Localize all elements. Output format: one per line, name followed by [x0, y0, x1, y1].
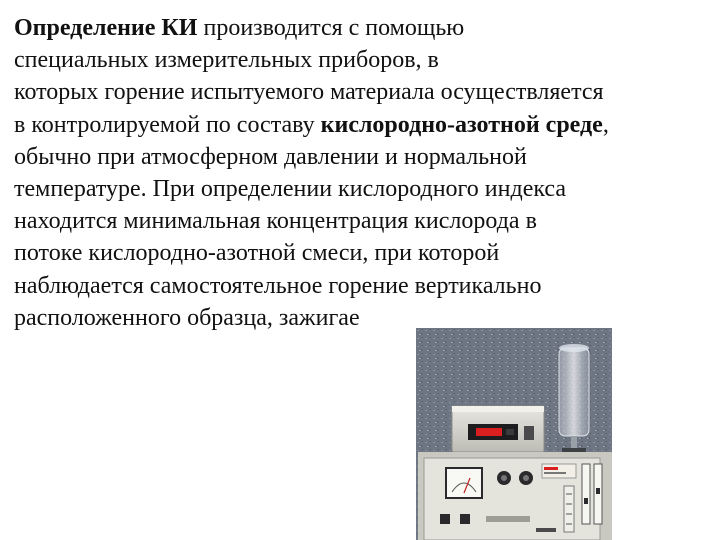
oxygen-nitrogen-medium-term: кислородно-азотной среде — [320, 111, 603, 138]
text-line-7: находится минимальная концентрация кислорода в — [14, 208, 537, 235]
text-line-6: температуре. При определении кислородного индекса — [14, 175, 567, 202]
text-line-10: расположенного образца, зажигае — [14, 304, 360, 331]
text-line-2: специальных измерительных приборов, в — [14, 47, 439, 74]
ki-definition-term: Определение КИ — [14, 15, 198, 41]
oxygen-index-apparatus-photo — [416, 328, 612, 540]
main-cabinet — [418, 452, 612, 540]
text-line-8: потоке кислородно-азотной смеси, при которой — [14, 240, 500, 267]
text-line-4: в контролируемой по составу кислородно-азотной среде, — [14, 111, 609, 138]
controller-unit — [452, 406, 544, 452]
red-digital-display — [476, 428, 502, 436]
text-line-9: наблюдается самостоятельное горение вертикально — [14, 272, 542, 299]
text-line-3: которых горение испытуемого материала осуществляется — [14, 79, 604, 106]
slide-paragraph — [14, 12, 714, 334]
text-line-1: Определение КИ производится с помощью — [14, 15, 465, 41]
text-line-5: обычно при атмосферном давлении и нормальной — [14, 143, 527, 170]
flow-meter-tube — [582, 464, 590, 524]
